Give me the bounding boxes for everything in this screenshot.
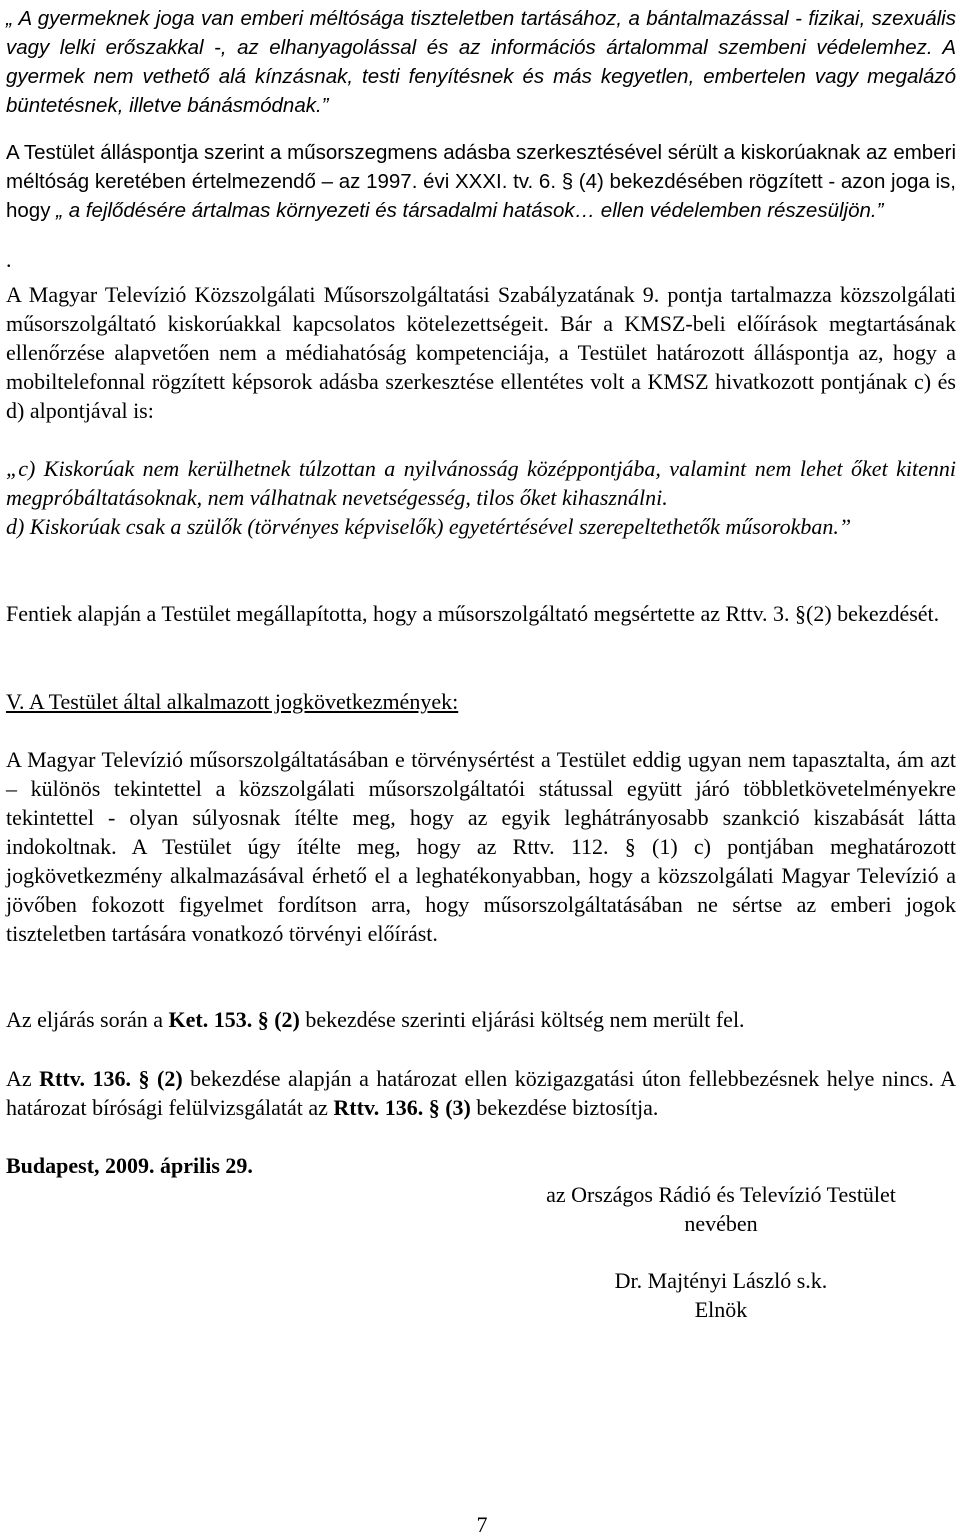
signature-line1: az Országos Rádió és Televízió Testület [546, 1182, 896, 1207]
costs-post: bekezdése szerinti eljárási költség nem merült fel. [299, 1007, 745, 1032]
date-place: Budapest, 2009. április 29. [6, 1153, 253, 1178]
appeal-p3: bekezdése biztosítja. [470, 1095, 659, 1120]
position-paragraph [6, 138, 956, 225]
position-quote: „ a fejlődésére ártalmas környezeti és társadalmi hatások… ellen védelemben részesüljön.” [56, 199, 884, 222]
appeal-ref-1: Rttv. 136. § (2) [39, 1066, 183, 1091]
appeal-paragraph [6, 1064, 956, 1122]
signature-line2: nevében [684, 1211, 758, 1236]
quote-intro: „ A gyermeknek joga van emberi méltósága tiszteletben tartásához, a bántalmazással - fizikai, szexuális vagy lelki erőszakkal -, az elhanyagolással és az információs ártalommal szembeni védelemhez. A gyermek nem vethető alá kínzásnak, testi fenyítésnek és más kegyetlen, embertelen vagy megalázó büntetésnek, illetve bánásmódnak.” [6, 7, 956, 117]
signature-title: Elnök [694, 1297, 748, 1322]
costs-paragraph [6, 1005, 956, 1034]
appeal-p2: bekezdése alapján a határozat ellen közigazgatási úton fellebbezésnek helye nincs. A határozat bírósági felülvizsgálatát az [6, 1066, 956, 1120]
appeal-p1: Az [6, 1066, 40, 1091]
costs-pre: Az eljárás során a [6, 1007, 169, 1032]
kmsz-quote [6, 454, 956, 541]
signature-org [506, 1180, 936, 1238]
signature-name: Dr. Majtényi László s.k. [614, 1268, 828, 1293]
signature-person [506, 1266, 936, 1324]
kmsz-quote-d: d) Kiskorúak csak a szülők (törvényes képviselők) egyetértésével szerepeltethetők műsorokban.” [6, 514, 852, 539]
finding-paragraph: Fentiek alapján a Testület megállapította, hogy a műsorszolgáltató megsértette az Rttv. 3. §(2) bekezdését. [6, 601, 940, 626]
page-number: 7 [476, 1512, 488, 1537]
mtv-paragraph: A Magyar Televízió Közszolgálati Műsorszolgáltatási Szabályzatának 9. pontja tartalmazza közszolgálati műsorszolgáltató kiskorúakkal kapcsolatos kötelezettségeit. Bár a KMSZ-beli előírások megtartásának ellenőrzése alapvetően nem a médiahatóság kompetenciája, a Testület határozott álláspontja az, hogy a mobiltelefonnal rögzített képsorok adásba szerkesztése ellentétes volt a KMSZ hivatkozott pontjának c) és d) alpontjával is: [6, 282, 956, 423]
stray-dot: . [6, 247, 12, 272]
costs-ref: Ket. 153. § (2) [168, 1007, 300, 1032]
sanction-paragraph: A Magyar Televízió műsorszolgáltatásában e törvénysértést a Testület eddig ugyan nem tapasztalta, ám azt – különös tekintettel a közszolgálati műsorszolgáltatói státussal együtt járó többletkövetelményekre tekintettel - olyan súlyosnak ítélte meg, hogy az egyik leghátrányosabb szankció kiszabását látta indokoltnak. A Testület úgy ítélte meg, hogy az Rttv. 112. § (1) c) pontjában meghatározott jogkövetkezmény alkalmazásával érhető el a leghatékonyabban, hogy a közszolgálati Magyar Televízió a jövőben fokozott figyelmet fordítson arra, hogy műsorszolgáltatásában ne sértse az emberi jogok tiszteletben tartására vonatkozó törvényi előírást. [6, 747, 956, 946]
kmsz-quote-c: „c) Kiskorúak nem kerülhetnek túlzottan a nyilvánosság középpontjába, valamint nem lehet őket kitenni megpróbáltatásoknak, nem válhatnak nevetségesség, tilos őket kihasználni. [6, 456, 956, 510]
position-text: A Testület álláspontja szerint a műsorszegmens adásba szerkesztésével sérült a kiskorúaknak az emberi méltóság keretében értelmezendő – az 1997. évi XXXI. tv. 6. § (4) bekezdésében rögzített - azon joga is, hogy [6, 141, 956, 222]
section-heading: V. A Testület által alkalmazott jogkövetkezmények: [6, 689, 459, 714]
appeal-ref-2: Rttv. 136. § (3) [333, 1095, 471, 1120]
